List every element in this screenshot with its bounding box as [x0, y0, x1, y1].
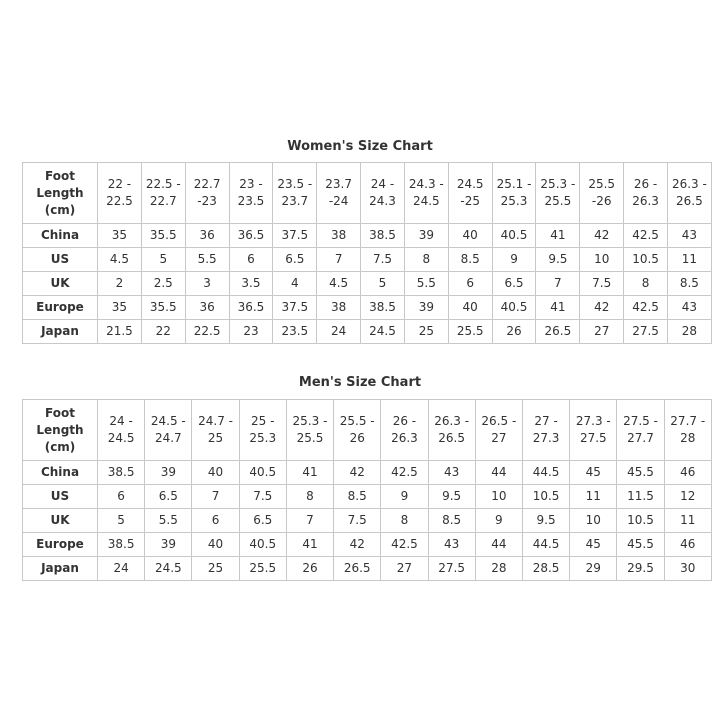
- size-cell: 36: [185, 296, 229, 320]
- foot-length-cell: 25 - 25.3: [239, 400, 286, 461]
- size-cell: 6.5: [239, 509, 286, 533]
- size-cell: 24: [317, 320, 361, 344]
- size-cell: 26.5: [536, 320, 580, 344]
- size-cell: 3: [185, 272, 229, 296]
- size-system-label: Europe: [23, 296, 98, 320]
- size-cell: 29.5: [617, 557, 664, 581]
- foot-length-cell: 22.5 - 22.7: [141, 163, 185, 224]
- size-cell: 25.5: [448, 320, 492, 344]
- size-cell: 27.5: [428, 557, 475, 581]
- foot-length-cell: 22.7 -23: [185, 163, 229, 224]
- size-cell: 28: [475, 557, 522, 581]
- foot-length-cell: 24.5 - 24.7: [145, 400, 192, 461]
- size-cell: 41: [536, 296, 580, 320]
- size-cell: 8.5: [428, 509, 475, 533]
- size-system-label: Japan: [23, 320, 98, 344]
- size-cell: 42.5: [624, 296, 668, 320]
- size-cell: 40: [192, 533, 239, 557]
- table-row: [23, 272, 712, 296]
- foot-length-cell: 24.5 -25: [448, 163, 492, 224]
- size-cell: 42: [334, 461, 381, 485]
- size-cell: 9.5: [536, 248, 580, 272]
- size-cell: 44: [475, 461, 522, 485]
- table-row: [23, 320, 712, 344]
- size-cell: 10: [580, 248, 624, 272]
- mens-chart-title: Men's Size Chart: [298, 375, 422, 390]
- size-cell: 24.5: [145, 557, 192, 581]
- size-cell: 38.5: [98, 533, 145, 557]
- size-cell: 25.5: [239, 557, 286, 581]
- size-cell: 41: [286, 533, 333, 557]
- foot-length-cell: 23 - 23.5: [229, 163, 273, 224]
- size-cell: 6: [229, 248, 273, 272]
- size-system-label: UK: [23, 509, 98, 533]
- size-cell: 27.5: [624, 320, 668, 344]
- table-row: [23, 296, 712, 320]
- size-system-label: Europe: [23, 533, 98, 557]
- size-cell: 35: [98, 224, 142, 248]
- size-cell: 35.5: [141, 224, 185, 248]
- size-cell: 45.5: [617, 533, 664, 557]
- foot-length-cell: 25.3 - 25.5: [286, 400, 333, 461]
- size-cell: 38: [317, 296, 361, 320]
- size-cell: 9: [381, 485, 428, 509]
- size-cell: 46: [664, 533, 711, 557]
- size-cell: 43: [667, 296, 711, 320]
- size-cell: 44.5: [522, 533, 569, 557]
- size-cell: 8: [381, 509, 428, 533]
- size-cell: 25: [192, 557, 239, 581]
- size-cell: 9.5: [522, 509, 569, 533]
- size-cell: 37.5: [273, 296, 317, 320]
- size-cell: 43: [428, 533, 475, 557]
- size-cell: 45.5: [617, 461, 664, 485]
- size-cell: 7: [192, 485, 239, 509]
- foot-length-cell: 25.3 - 25.5: [536, 163, 580, 224]
- size-cell: 43: [667, 224, 711, 248]
- size-cell: 30: [664, 557, 711, 581]
- foot-length-cell: 24 - 24.3: [361, 163, 405, 224]
- size-cell: 8.5: [448, 248, 492, 272]
- size-cell: 44: [475, 533, 522, 557]
- size-cell: 4.5: [98, 248, 142, 272]
- womens-chart-title: Women's Size Chart: [287, 139, 433, 154]
- size-cell: 40.5: [239, 461, 286, 485]
- header-row: [23, 163, 712, 224]
- size-cell: 44.5: [522, 461, 569, 485]
- size-cell: 28.5: [522, 557, 569, 581]
- size-cell: 7.5: [334, 509, 381, 533]
- size-cell: 42: [580, 296, 624, 320]
- table-row: [23, 509, 712, 533]
- size-system-label: US: [23, 248, 98, 272]
- size-cell: 11: [664, 509, 711, 533]
- size-cell: 8.5: [334, 485, 381, 509]
- size-cell: 38: [317, 224, 361, 248]
- size-cell: 11: [570, 485, 617, 509]
- size-cell: 5: [141, 248, 185, 272]
- size-cell: 6.5: [145, 485, 192, 509]
- size-cell: 3.5: [229, 272, 273, 296]
- table-row: [23, 485, 712, 509]
- size-cell: 35.5: [141, 296, 185, 320]
- size-cell: 38.5: [361, 224, 405, 248]
- size-cell: 42.5: [624, 224, 668, 248]
- size-system-label: UK: [23, 272, 98, 296]
- table-row: [23, 224, 712, 248]
- size-cell: 5: [98, 509, 145, 533]
- foot-length-cell: 24.3 - 24.5: [404, 163, 448, 224]
- mens-size-table: [22, 399, 712, 581]
- size-cell: 12: [664, 485, 711, 509]
- size-cell: 24: [98, 557, 145, 581]
- size-cell: 4.5: [317, 272, 361, 296]
- foot-length-cell: 27.3 - 27.5: [570, 400, 617, 461]
- foot-length-cell: 26.3 - 26.5: [667, 163, 711, 224]
- foot-length-cell: 26 - 26.3: [624, 163, 668, 224]
- size-cell: 5: [361, 272, 405, 296]
- size-cell: 26: [286, 557, 333, 581]
- size-cell: 11: [667, 248, 711, 272]
- size-cell: 6: [98, 485, 145, 509]
- foot-length-header: Foot Length (cm): [23, 163, 98, 224]
- size-system-label: Japan: [23, 557, 98, 581]
- size-cell: 38.5: [98, 461, 145, 485]
- foot-length-cell: 25.1 - 25.3: [492, 163, 536, 224]
- foot-length-cell: 26.5 - 27: [475, 400, 522, 461]
- foot-length-header: Foot Length (cm): [23, 400, 98, 461]
- size-cell: 43: [428, 461, 475, 485]
- size-cell: 10.5: [624, 248, 668, 272]
- size-cell: 23.5: [273, 320, 317, 344]
- size-cell: 21.5: [98, 320, 142, 344]
- size-cell: 42: [580, 224, 624, 248]
- size-cell: 39: [404, 296, 448, 320]
- size-cell: 9: [475, 509, 522, 533]
- size-cell: 27: [580, 320, 624, 344]
- size-cell: 22: [141, 320, 185, 344]
- size-cell: 36.5: [229, 224, 273, 248]
- size-cell: 9.5: [428, 485, 475, 509]
- size-cell: 27: [381, 557, 428, 581]
- size-cell: 39: [145, 461, 192, 485]
- table-row: [23, 248, 712, 272]
- table-row: [23, 533, 712, 557]
- size-cell: 42.5: [381, 461, 428, 485]
- foot-length-cell: 25.5 -26: [580, 163, 624, 224]
- size-cell: 29: [570, 557, 617, 581]
- header-row: [23, 400, 712, 461]
- size-cell: 25: [404, 320, 448, 344]
- size-cell: 9: [492, 248, 536, 272]
- foot-length-cell: 25.5 - 26: [334, 400, 381, 461]
- foot-length-cell: 27.7 - 28: [664, 400, 711, 461]
- foot-length-cell: 24 - 24.5: [98, 400, 145, 461]
- size-cell: 6: [448, 272, 492, 296]
- size-cell: 42.5: [381, 533, 428, 557]
- size-cell: 2: [98, 272, 142, 296]
- foot-length-cell: 24.7 - 25: [192, 400, 239, 461]
- size-cell: 26: [492, 320, 536, 344]
- size-cell: 38.5: [361, 296, 405, 320]
- size-cell: 10: [570, 509, 617, 533]
- foot-length-cell: 27.5 - 27.7: [617, 400, 664, 461]
- size-cell: 5.5: [185, 248, 229, 272]
- size-cell: 40.5: [239, 533, 286, 557]
- size-cell: 40: [192, 461, 239, 485]
- size-system-label: China: [23, 224, 98, 248]
- size-cell: 36.5: [229, 296, 273, 320]
- size-system-label: China: [23, 461, 98, 485]
- size-cell: 22.5: [185, 320, 229, 344]
- womens-size-table: [22, 162, 712, 344]
- foot-length-cell: 22 - 22.5: [98, 163, 142, 224]
- foot-length-cell: 26.3 - 26.5: [428, 400, 475, 461]
- size-cell: 37.5: [273, 224, 317, 248]
- size-cell: 46: [664, 461, 711, 485]
- size-cell: 41: [286, 461, 333, 485]
- table-row: [23, 461, 712, 485]
- size-cell: 40.5: [492, 224, 536, 248]
- size-cell: 8: [286, 485, 333, 509]
- size-cell: 42: [334, 533, 381, 557]
- size-cell: 7: [536, 272, 580, 296]
- size-cell: 40: [448, 296, 492, 320]
- size-cell: 2.5: [141, 272, 185, 296]
- size-cell: 7: [317, 248, 361, 272]
- size-cell: 4: [273, 272, 317, 296]
- size-cell: 5.5: [145, 509, 192, 533]
- size-cell: 40: [448, 224, 492, 248]
- size-cell: 39: [404, 224, 448, 248]
- size-cell: 36: [185, 224, 229, 248]
- foot-length-cell: 27 - 27.3: [522, 400, 569, 461]
- foot-length-cell: 26 - 26.3: [381, 400, 428, 461]
- size-cell: 5.5: [404, 272, 448, 296]
- size-cell: 41: [536, 224, 580, 248]
- size-cell: 7.5: [361, 248, 405, 272]
- size-cell: 7.5: [239, 485, 286, 509]
- size-cell: 6.5: [273, 248, 317, 272]
- size-cell: 45: [570, 533, 617, 557]
- table-row: [23, 557, 712, 581]
- size-cell: 8: [404, 248, 448, 272]
- size-cell: 7: [286, 509, 333, 533]
- size-cell: 24.5: [361, 320, 405, 344]
- size-cell: 39: [145, 533, 192, 557]
- size-cell: 7.5: [580, 272, 624, 296]
- size-cell: 26.5: [334, 557, 381, 581]
- foot-length-cell: 23.7 -24: [317, 163, 361, 224]
- size-cell: 23: [229, 320, 273, 344]
- size-cell: 10.5: [617, 509, 664, 533]
- size-cell: 45: [570, 461, 617, 485]
- size-cell: 28: [667, 320, 711, 344]
- size-cell: 10: [475, 485, 522, 509]
- size-cell: 6: [192, 509, 239, 533]
- size-cell: 40.5: [492, 296, 536, 320]
- size-cell: 11.5: [617, 485, 664, 509]
- size-cell: 10.5: [522, 485, 569, 509]
- size-system-label: US: [23, 485, 98, 509]
- size-cell: 6.5: [492, 272, 536, 296]
- size-cell: 35: [98, 296, 142, 320]
- foot-length-cell: 23.5 - 23.7: [273, 163, 317, 224]
- size-cell: 8.5: [667, 272, 711, 296]
- size-cell: 8: [624, 272, 668, 296]
